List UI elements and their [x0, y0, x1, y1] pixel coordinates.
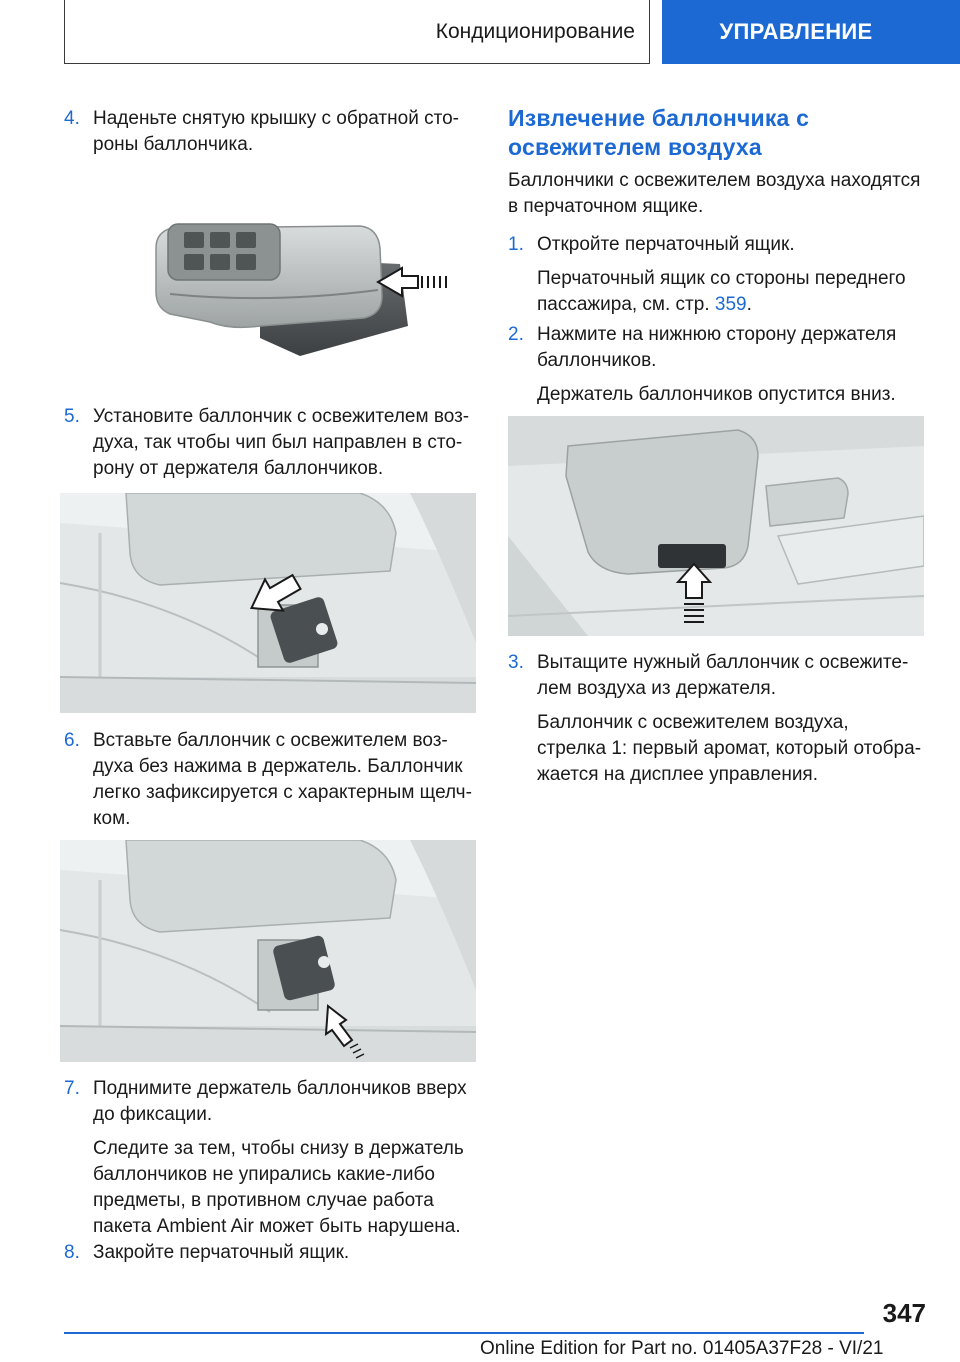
step-text-line: лем воздуха из держателя.: [537, 678, 777, 699]
heading-line: освежителем воздуха: [508, 134, 762, 160]
header-section-title: Кондиционирование: [435, 19, 635, 43]
step-note-line: Баллончик с освежителем воздуха,: [537, 712, 849, 733]
step-note-line: Перчаточный ящик со стороны переднего: [537, 268, 906, 289]
page-link-359[interactable]: 359: [714, 294, 747, 315]
figure-cartridge-lid: [150, 218, 456, 358]
step-text-line: духа, так чтобы чип был направлен в сто-: [93, 432, 463, 453]
step-text-line: Нажмите на нижнюю сторону держателя: [537, 324, 897, 345]
step-text-line: Наденьте снятую крышку с обратной сто-: [93, 108, 459, 129]
intro-paragraph: [508, 168, 928, 220]
page-number: 347: [882, 1298, 926, 1328]
header-chapter-title: УПРАВЛЕНИЕ: [719, 19, 873, 44]
intro-line: Баллончики с освежителем воздуха находятся: [508, 170, 921, 191]
header-section-box: [64, 0, 650, 64]
step-note-line: Держатель баллончиков опустится вниз.: [537, 384, 896, 405]
step-text-line: Закройте перчаточный ящик.: [93, 1242, 350, 1263]
step-text-line: баллончиков.: [537, 350, 657, 371]
step-note-line: Следите за тем, чтобы снизу в держатель: [93, 1138, 464, 1159]
footer-divider: [64, 1332, 864, 1334]
step-text-line: Вытащите нужный баллончик с освежите-: [537, 652, 909, 673]
step-note-line: баллончиков не упирались какие-либо: [93, 1164, 435, 1185]
step-text-line: духа без нажима в держатель. Баллончик: [93, 756, 463, 777]
step-note-line: стрелка 1: первый аромат, который отобра-: [537, 738, 922, 759]
step-text-line: Установите баллончик с освежителем воз-: [93, 406, 470, 427]
step-number: 7.: [64, 1078, 80, 1099]
figure-insert-cartridge: [60, 493, 476, 713]
figure-press-holder: [508, 416, 924, 636]
step-number: 2.: [508, 324, 524, 345]
step-text-line: рону от держателя баллончиков.: [93, 458, 384, 479]
step-text-line: легко зафиксируется с характерным щелч-: [93, 782, 472, 803]
step-number: 8.: [64, 1242, 80, 1263]
step-number: 5.: [64, 406, 80, 427]
step-note-line: пассажира, см. стр. 359.: [537, 294, 752, 315]
step-number: 4.: [64, 108, 80, 129]
step-note-line: жается на дисплее управления.: [537, 764, 819, 785]
header-chapter-box: [662, 0, 960, 64]
step-text-line: ком.: [93, 808, 131, 829]
step-number: 6.: [64, 730, 80, 751]
heading-line: Извлечение баллончика с: [508, 105, 810, 131]
footer-edition: Online Edition for Part no. 01405A37F28 - VI/21: [480, 1338, 884, 1359]
step-text-line: Откройте перчаточный ящик.: [537, 234, 795, 255]
section-heading: [508, 104, 928, 162]
intro-line: в перчаточном ящике.: [508, 196, 704, 217]
figure-lift-holder: [60, 840, 476, 1062]
step-text-line: Вставьте баллончик с освежителем воз-: [93, 730, 448, 751]
step-note-line: предметы, в противном случае работа: [93, 1190, 434, 1211]
step-text-line: до фиксации.: [93, 1104, 213, 1125]
step-note-line: пакета Ambient Air может быть нарушена.: [93, 1216, 461, 1237]
step-text-line: Поднимите держатель баллончиков вверх: [93, 1078, 467, 1099]
step-number: 3.: [508, 652, 524, 673]
step-number: 1.: [508, 234, 524, 255]
step-text-line: роны баллончика.: [93, 134, 254, 155]
